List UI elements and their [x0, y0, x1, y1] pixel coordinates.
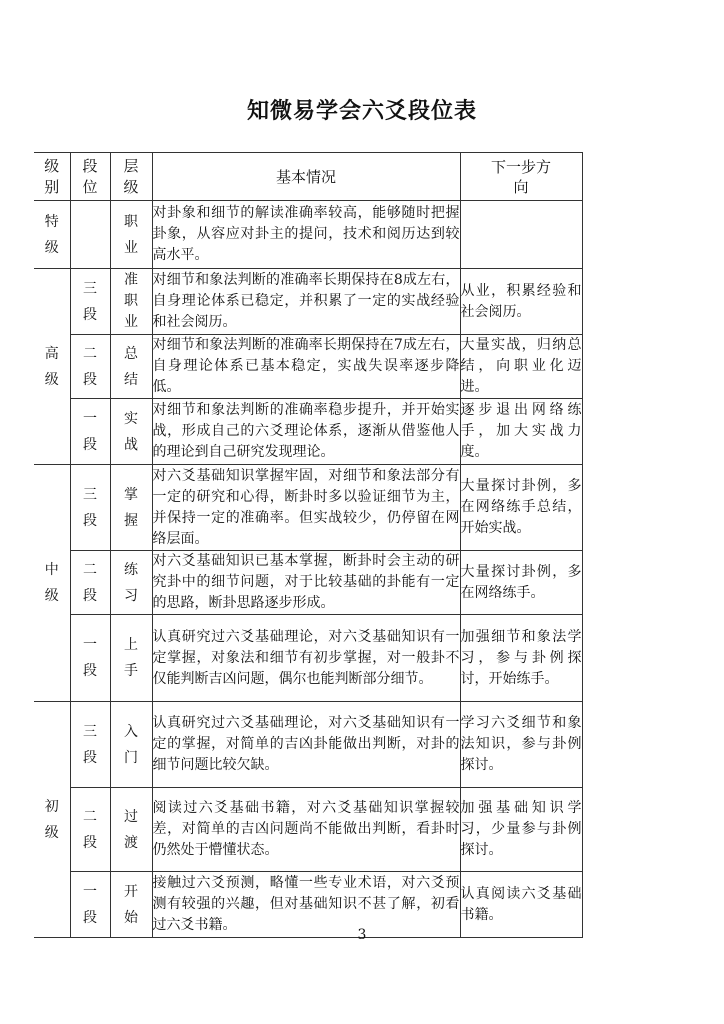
desc-cell: 认真研究过六爻基础理论，对六爻基础知识有一定的掌握，对简单的吉凶卦能做出判断，对卦的细节问题比较欠缺。	[152, 702, 460, 788]
level-cell: 中级	[34, 465, 70, 702]
next-cell: 认真阅读六爻基础书籍。	[460, 872, 582, 938]
ceng-cell: 上手	[110, 615, 152, 702]
desc-cell: 对六爻基础知识已基本掌握，断卦时会主动的研究卦中的细节问题，对于比较基础的卦能有一定的思路，断卦思路逐步形成。	[152, 551, 460, 615]
page-number: 3	[357, 927, 367, 943]
desc-cell: 认真研究过六爻基础理论，对六爻基础知识有一定掌握，对象法和细节有初步掌握，对一般卦不仅能判断吉凶问题，偶尔也能判断部分细节。	[152, 615, 460, 702]
next-cell: 加强基础知识学习，少量参与卦例探讨。	[460, 788, 582, 872]
header-desc: 基本情况	[152, 153, 460, 201]
ceng-cell: 过渡	[110, 788, 152, 872]
next-cell: 学习六爻细节和象法知识，参与卦例探讨。	[460, 702, 582, 788]
header-duan: 段位	[70, 153, 110, 201]
next-cell	[460, 201, 582, 269]
table-row	[34, 269, 582, 335]
table-row	[34, 551, 582, 615]
table-row	[34, 399, 582, 465]
level-cell: 高级	[34, 269, 70, 465]
ceng-cell: 入门	[110, 702, 152, 788]
level-cell: 特级	[34, 201, 70, 269]
next-cell: 大量实战，归纳总结，向职业化迈进。	[460, 335, 582, 399]
duan-cell	[70, 201, 110, 269]
header-ceng: 层级	[110, 153, 152, 201]
duan-cell: 三段	[70, 269, 110, 335]
table-row	[34, 702, 582, 788]
next-cell: 逐步退出网络练手，加大实战力度。	[460, 399, 582, 465]
desc-cell: 对细节和象法判断的准确率长期保持在7成左右，自身理论体系已基本稳定，实战失误率逐步降低。	[152, 335, 460, 399]
duan-level-table	[34, 152, 583, 938]
duan-cell: 三段	[70, 465, 110, 551]
header-next: 下一步方向	[460, 153, 582, 201]
page-title: 知微易学会六爻段位表	[246, 98, 477, 124]
table-row	[34, 788, 582, 872]
desc-cell: 对六爻基础知识掌握牢固，对细节和象法部分有一定的研究和心得，断卦时多以验证细节为主，并保持一定的准确率。但实战较少，仍停留在网络层面。	[152, 465, 460, 551]
ceng-cell: 掌握	[110, 465, 152, 551]
ceng-cell: 准职业	[110, 269, 152, 335]
desc-cell: 对卦象和细节的解读准确率较高，能够随时把握卦象，从容应对卦主的提问，技术和阅历达到较高水平。	[152, 201, 460, 269]
next-cell: 大量探讨卦例，多在网络练手总结，开始实战。	[460, 465, 582, 551]
duan-cell: 三段	[70, 702, 110, 788]
next-cell: 大量探讨卦例，多在网络练手。	[460, 551, 582, 615]
ceng-cell: 职业	[110, 201, 152, 269]
header-level: 级别	[34, 153, 70, 201]
duan-cell: 二段	[70, 788, 110, 872]
header-row	[34, 153, 582, 201]
desc-cell: 对细节和象法判断的准确率长期保持在8成左右，自身理论体系已稳定，并积累了一定的实战经验和社会阅历。	[152, 269, 460, 335]
next-cell: 从业，积累经验和社会阅历。	[460, 269, 582, 335]
next-cell: 加强细节和象法学习，参与卦例探讨，开始练手。	[460, 615, 582, 702]
desc-cell: 对细节和象法判断的准确率稳步提升，并开始实战，形成自己的六爻理论体系，逐渐从借鉴他人的理论到自己研究发现理论。	[152, 399, 460, 465]
ceng-cell: 总结	[110, 335, 152, 399]
ceng-cell: 练习	[110, 551, 152, 615]
duan-cell: 一段	[70, 615, 110, 702]
desc-cell: 阅读过六爻基础书籍，对六爻基础知识掌握较差，对简单的吉凶问题尚不能做出判断，看卦时仍然处于懵懂状态。	[152, 788, 460, 872]
duan-cell: 一段	[70, 399, 110, 465]
ceng-cell: 实战	[110, 399, 152, 465]
table-row	[34, 615, 582, 702]
duan-cell: 二段	[70, 335, 110, 399]
duan-cell: 一段	[70, 872, 110, 938]
table-row	[34, 335, 582, 399]
level-cell: 初级	[34, 702, 70, 938]
table-row	[34, 201, 582, 269]
desc-cell: 接触过六爻预测，略懂一些专业术语，对六爻预测有较强的兴趣，但对基础知识不甚了解，初看过六爻书籍。	[152, 872, 460, 938]
ceng-cell: 开始	[110, 872, 152, 938]
duan-cell: 二段	[70, 551, 110, 615]
table-row	[34, 465, 582, 551]
